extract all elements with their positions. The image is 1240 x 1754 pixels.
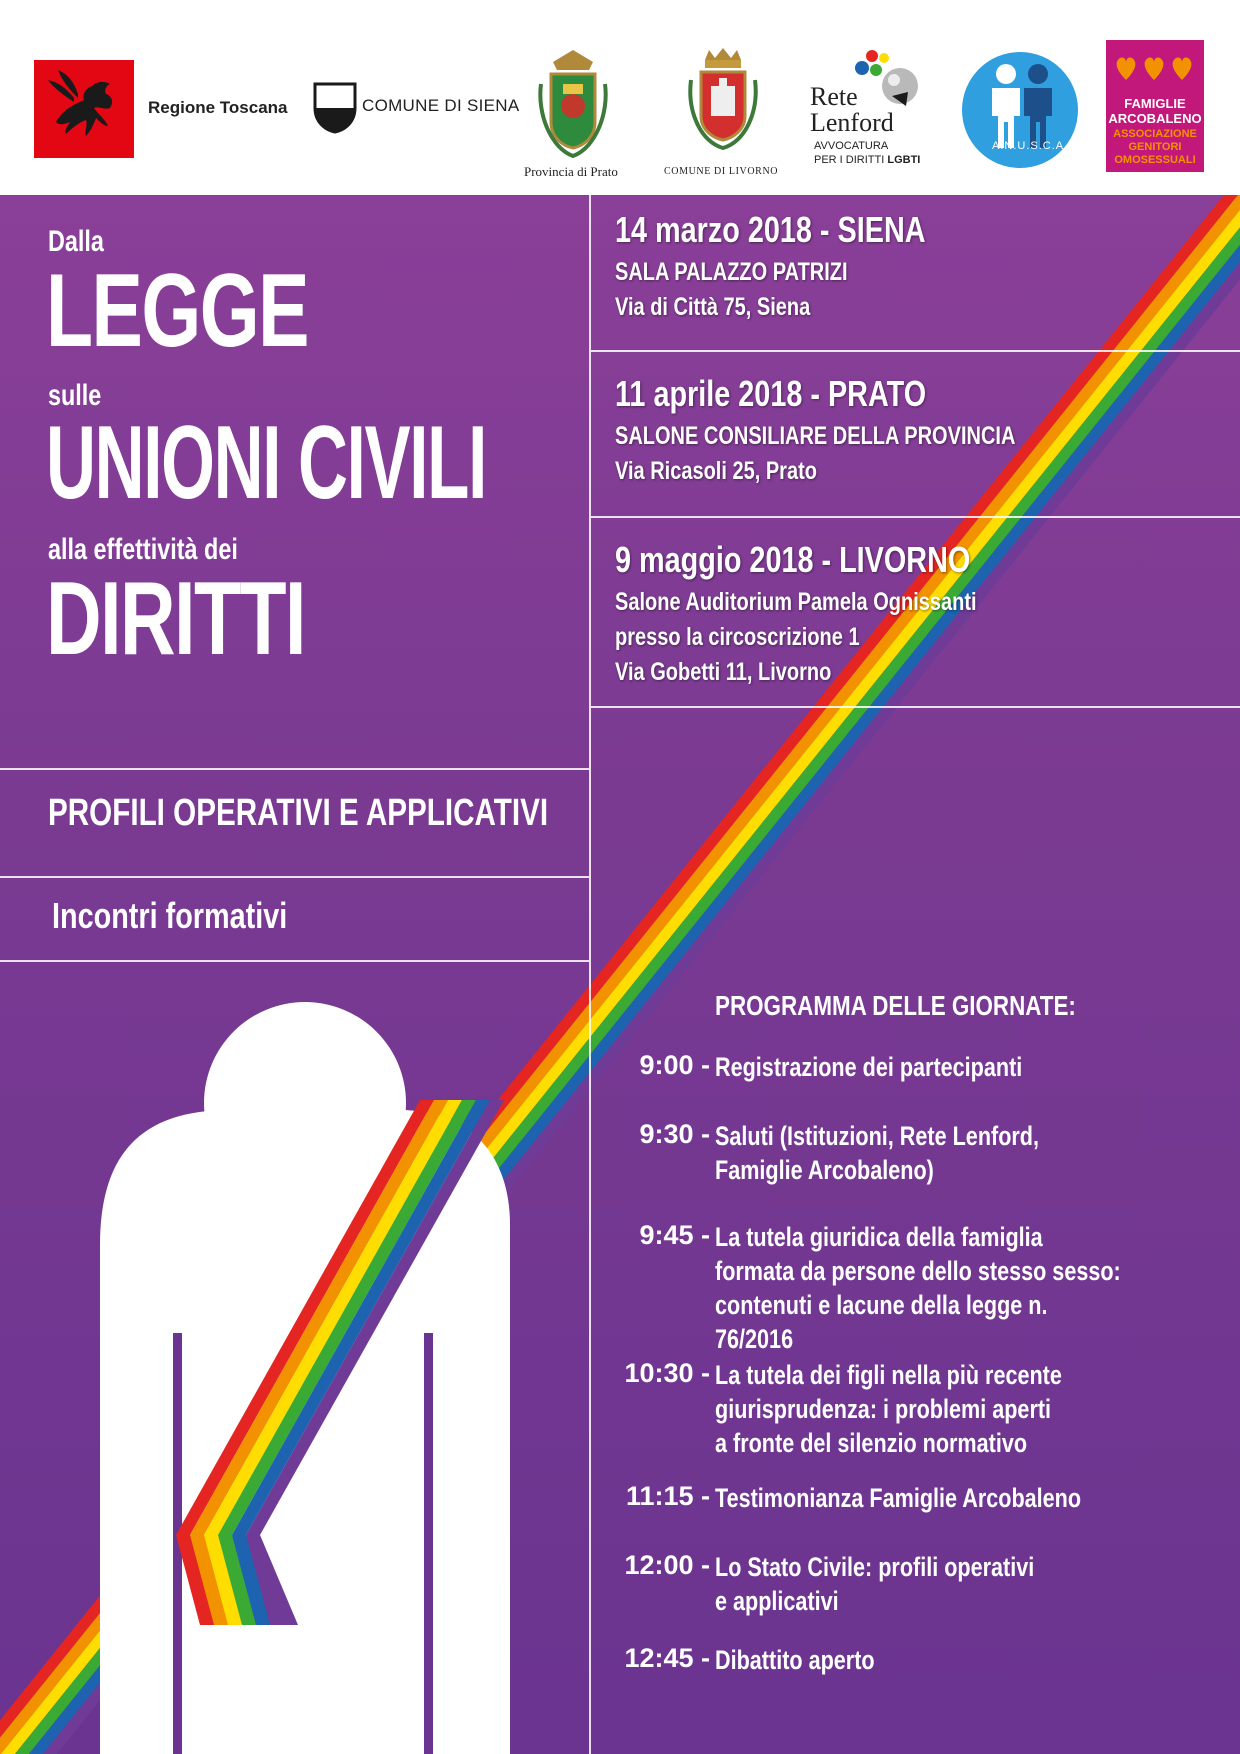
comune-siena-label: COMUNE DI SIENA [362,96,520,115]
program-text: Testimonianza Famiglie Arcobaleno [715,1483,1082,1513]
subtitle-incontri [52,895,346,937]
event-livorno-venue-2: presso la circoscrizione 1 [615,623,860,651]
event-livorno [615,539,1067,690]
famiglie-sub-2: GENITORI [1128,141,1182,153]
comune-livorno-label: COMUNE DI LIVORNO [664,166,779,177]
program-time: 12:00 - [624,1550,710,1580]
provincia-prato-label: Provincia di Prato [524,164,618,179]
event-siena-date: 14 marzo 2018 - SIENA [615,209,926,250]
event-siena [615,209,1003,325]
pegasus-icon [34,60,134,158]
program-time: 9:45 - [639,1220,710,1250]
rete-lenford-title-2: Lenford [810,108,894,137]
event-prato-date: 11 aprile 2018 - PRATO [615,373,927,414]
title-diritti [46,561,396,677]
subtitle-incontri-text: Incontri formativi [52,895,288,936]
subtitle-profili [48,792,689,835]
title-diritti-text: DIRITTI [46,561,305,677]
famiglie-title-1: FAMIGLIE [1124,96,1186,111]
divider-left-1 [0,768,589,770]
program-text: Dibattito aperto [715,1645,875,1675]
program-time: 9:30 - [639,1119,710,1149]
rete-lenford-logo [810,48,930,168]
event-livorno-venue: Salone Auditorium Pamela Ognissanti [615,588,977,616]
title-legge [46,253,400,369]
divider-left-3 [0,960,589,962]
title-unioni-civili [46,405,708,521]
program-time: 12:45 - [624,1643,710,1673]
divider-event-1 [591,350,1240,352]
program-text: Lo Stato Civile: profili operativi e applicativi [715,1552,1035,1616]
famiglie-arcobaleno-logo [1106,40,1204,172]
program-heading [715,990,1166,1022]
program-time: 10:30 - [624,1358,710,1388]
title-effettivita-text: alla effettività dei [48,533,238,566]
person-arm-line-right [424,1333,433,1754]
title-dalla-text: Dalla [48,225,104,258]
event-siena-venue: SALA PALAZZO PATRIZI [615,258,848,286]
rete-lenford-title-1: Rete [810,82,858,111]
rete-lenford-sub-2 [814,154,920,166]
program-text: Registrazione dei partecipanti [715,1052,1023,1082]
title-legge-text: LEGGE [46,253,309,369]
anusca-label: A.N.U.S.C.A. [992,140,1069,152]
event-livorno-date: 9 maggio 2018 - LIVORNO [615,539,971,580]
famiglie-sub-3: OMOSESSUALI [1114,154,1196,166]
divider-left-2 [0,876,589,878]
divider-event-2 [591,516,1240,518]
famiglie-title-2: ARCOBALENO [1108,111,1202,126]
program-text: La tutela giuridica della famiglia formata da persone dello stesso sesso: contenuti e lacune della legge n. 76/2016 [715,1222,1121,1354]
event-prato-venue: SALONE CONSILIARE DELLA PROVINCIA [615,422,1016,450]
rete-lenford-sub-bold: LGBTI [887,154,921,166]
subtitle-profili-text: PROFILI OPERATIVI E APPLICATIVI [48,792,549,834]
poster-body [0,195,1240,1754]
logo-header [0,0,1240,195]
provincia-prato-crest [533,44,613,162]
program-time: 9:00 - [639,1050,710,1080]
program-time: 11:15 - [625,1481,710,1511]
event-prato [615,373,1116,489]
rete-lenford-sub-2-text: PER I DIRITTI [814,154,885,166]
program-text: Saluti (Istituzioni, Rete Lenford, Famiglie Arcobaleno) [715,1121,1039,1185]
title-sulle-text: sulle [48,379,102,412]
program-heading-text: PROGRAMMA DELLE GIORNATE: [715,990,1076,1021]
rete-lenford-sub-1: AVVOCATURA [814,140,889,152]
famiglie-sub-1: ASSOCIAZIONE [1113,128,1197,140]
event-siena-address: Via di Città 75, Siena [615,293,811,321]
event-livorno-address: Via Gobetti 11, Livorno [615,658,832,686]
divider-event-3 [591,706,1240,708]
comune-livorno-crest [681,46,765,162]
title-unioni-civili-text: UNIONI CIVILI [46,405,486,521]
comune-siena-shield [313,82,357,134]
event-prato-address: Via Ricasoli 25, Prato [615,457,817,485]
regione-toscana-label: Regione Toscana [148,98,288,117]
program-text: La tutela dei figli nella più recente giurisprudenza: i problemi aperti a fronte del silenzio normativo [715,1360,1062,1458]
hearts-icon [1106,46,1204,86]
regione-toscana-logo [34,60,134,158]
anusca-logo [962,52,1078,168]
